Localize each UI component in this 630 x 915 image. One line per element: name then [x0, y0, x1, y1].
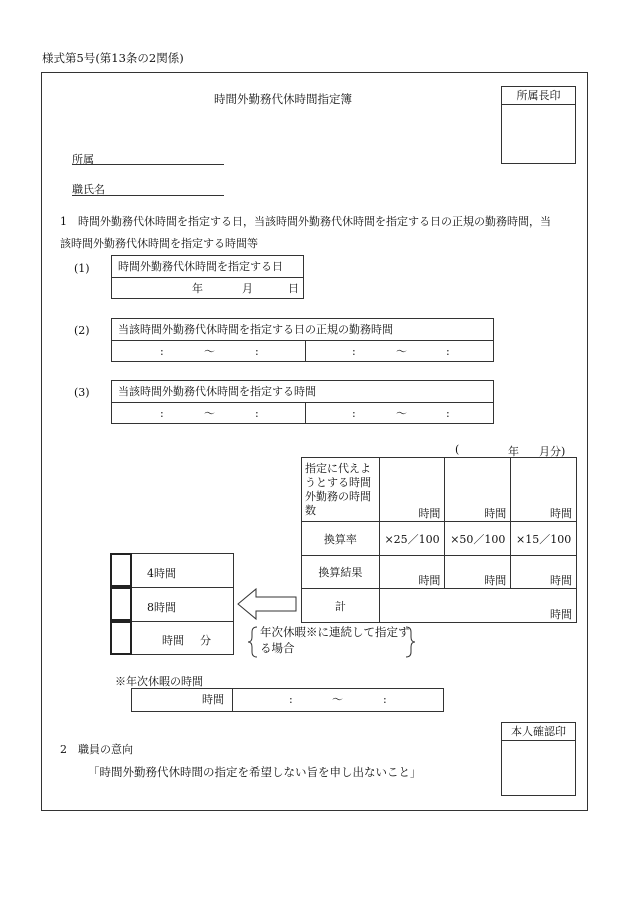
item2-table — [111, 318, 494, 362]
period-open: ( — [455, 443, 460, 456]
item2-divider — [305, 341, 306, 361]
period-month: 月分) — [539, 445, 566, 458]
item2-colon-3: : — [352, 345, 356, 358]
option-8h-label: 8時間 — [147, 601, 176, 614]
self-seal-label: 本人確認印 — [502, 723, 575, 741]
rate-1: ×25／100 — [379, 522, 445, 556]
supervisor-seal-label: 所属長印 — [502, 87, 575, 105]
item1-number: (1) — [74, 262, 90, 275]
item3-number: (3) — [74, 386, 90, 399]
item1-table — [111, 255, 304, 299]
rate-3: ×15／100 — [511, 522, 577, 556]
result-cell-3[interactable]: 時間 — [511, 556, 577, 589]
hours-cell-2[interactable]: 時間 — [445, 458, 511, 522]
result-label: 換算結果 — [302, 556, 380, 589]
annual-tilde: ～ — [332, 693, 343, 706]
item2-header: 当該時間外勤務代休時間を指定する日の正規の勤務時間 — [112, 319, 493, 341]
option-custom-hour-label: 時間 — [162, 634, 184, 647]
option-8h-checkbox[interactable] — [110, 587, 132, 621]
item3-table — [111, 380, 494, 424]
section2-statement: 「時間外勤務代休時間の指定を希望しない旨を申し出ないこと」 — [88, 765, 422, 779]
annual-leave-table — [131, 688, 444, 712]
item1-header: 時間外勤務代休時間を指定する日 — [112, 256, 303, 278]
name-label: 職氏名 — [72, 183, 105, 196]
form-number: 様式第5号(第13条の2関係) — [42, 51, 184, 65]
hours-label: 指定に代えようとする時間外勤務の時間数 — [302, 458, 380, 522]
result-cell-1[interactable]: 時間 — [379, 556, 445, 589]
item2-colon-1: : — [160, 345, 164, 358]
option-custom-checkbox[interactable] — [110, 621, 132, 655]
total-label: 計 — [302, 589, 380, 623]
item3-colon-3: : — [352, 407, 356, 420]
result-cell-2[interactable]: 時間 — [445, 556, 511, 589]
annual-divider — [232, 689, 233, 711]
item3-tilde-1: ～ — [204, 407, 215, 420]
item1-day: 日 — [288, 282, 299, 295]
name-field[interactable] — [72, 195, 224, 196]
item3-colon-4: : — [446, 407, 450, 420]
item2-number: (2) — [74, 324, 90, 337]
period-year: 年 — [508, 445, 519, 458]
self-seal-box[interactable] — [501, 722, 576, 796]
section1-line1: 1 時間外勤務代休時間を指定する日，当該時間外勤務代休時間を指定する日の正規の勤務時間，当 — [60, 215, 551, 228]
option-4h-checkbox[interactable] — [110, 553, 132, 587]
item3-colon-2: : — [255, 407, 259, 420]
annual-hour-unit: 時間 — [202, 693, 224, 706]
hours-cell-3[interactable]: 時間 — [511, 458, 577, 522]
annual-colon-2: : — [383, 693, 387, 706]
affiliation-field[interactable] — [72, 164, 224, 165]
annual-colon-1: : — [289, 693, 293, 706]
annual-leave-label: ※年次休暇の時間 — [115, 675, 203, 688]
item2-tilde-1: ～ — [204, 345, 215, 358]
hours-cell-1[interactable]: 時間 — [379, 458, 445, 522]
item2-colon-2: : — [255, 345, 259, 358]
option-custom-minute-label: 分 — [200, 634, 211, 647]
option-4h-label: 4時間 — [147, 567, 176, 580]
section1-line2: 該時間外勤務代休時間を指定する時間等 — [60, 237, 258, 250]
item2-tilde-2: ～ — [396, 345, 407, 358]
item3-tilde-2: ～ — [396, 407, 407, 420]
affiliation-label: 所属 — [72, 153, 94, 166]
item1-year: 年 — [192, 282, 203, 295]
item3-header: 当該時間外勤務代休時間を指定する時間 — [112, 381, 493, 403]
item3-colon-1: : — [160, 407, 164, 420]
supervisor-seal-box[interactable] — [501, 86, 576, 164]
annual-leave-note: 年次休暇※に連続して指定する場合 — [260, 625, 410, 655]
form-title: 時間外勤務代休時間指定簿 — [214, 92, 352, 106]
item1-month: 月 — [242, 282, 253, 295]
section2-heading: 2 職員の意向 — [60, 743, 133, 756]
item2-colon-4: : — [446, 345, 450, 358]
left-arrow-icon — [236, 587, 298, 621]
calc-table — [301, 457, 577, 623]
item3-divider — [305, 403, 306, 423]
rate-2: ×50／100 — [445, 522, 511, 556]
total-cell[interactable]: 時間 — [379, 589, 576, 623]
rate-label: 換算率 — [302, 522, 380, 556]
